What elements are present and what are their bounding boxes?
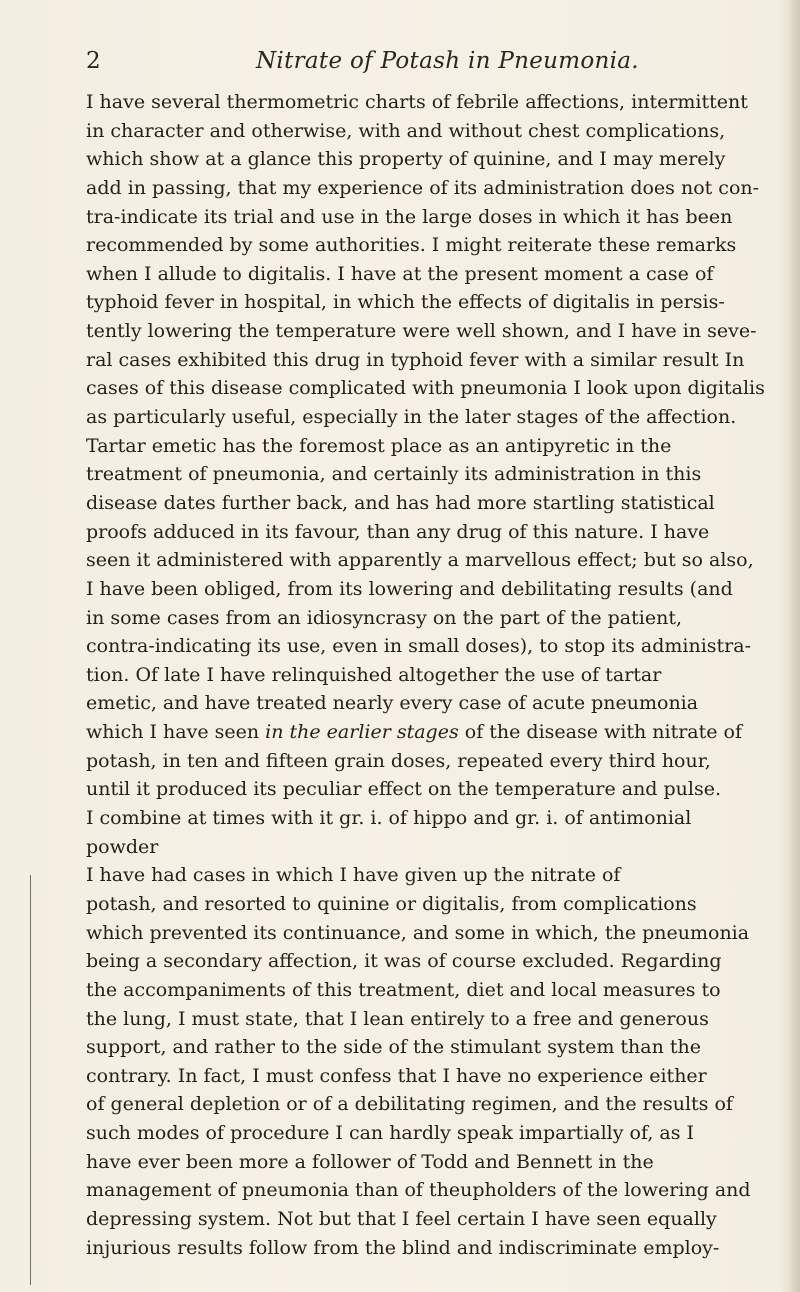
- text-line: seen it administered with apparently a marvellous effect; but so also,: [86, 549, 754, 572]
- text-line: which show at a glance this property of quinine, and I may merely: [86, 148, 726, 171]
- text-line: as particularly useful, especially in the later stages of the affection.: [86, 406, 737, 429]
- text-line: recommended by some authorities. I might reiterate these remarks: [86, 234, 737, 257]
- text-line: which prevented its continuance, and some in which, the pneumonia: [86, 921, 750, 944]
- text-line: in character and otherwise, with and without chest complications,: [86, 119, 726, 142]
- text-line: potash, and resorted to quinine or digitalis, from complications: [86, 892, 697, 915]
- text-line: tra-indicate its trial and use in the large doses in which it has been: [86, 205, 733, 228]
- text-line: depressing system. Not but that I feel certain I have seen equally: [86, 1207, 717, 1230]
- text-line: being a secondary affection, it was of course excluded. Regarding: [86, 950, 722, 973]
- body-text: [86, 88, 765, 1262]
- text-line: cases of this disease complicated with pneumonia I look upon digitalis: [86, 377, 765, 400]
- text-line: treatment of pneumonia, and certainly its administration in this: [86, 463, 702, 486]
- text-line: have ever been more a follower of Todd and Bennett in the: [86, 1150, 654, 1173]
- text-line: disease dates further back, and has had more startling statistical: [86, 491, 715, 514]
- text-line: powder: [86, 835, 159, 858]
- text-line: injurious results follow from the blind and indiscriminate employ-: [86, 1236, 720, 1259]
- text-line: contrary. In fact, I must confess that I have no experience either: [86, 1064, 707, 1087]
- text-line: proofs adduced in its favour, than any drug of this nature. I have: [86, 520, 710, 543]
- page-edge-shadow: [778, 0, 800, 1292]
- text-line: I have several thermometric charts of febrile affections, intermittent: [86, 91, 748, 113]
- italic-phrase: in the earlier stages: [265, 721, 459, 744]
- text-line: potash, in ten and fifteen grain doses, repeated every third hour,: [86, 749, 711, 772]
- text-line: management of pneumonia than of theupholders of the lowering and: [86, 1179, 751, 1202]
- text-line: contra-indicating its use, even in small doses), to stop its administra-: [86, 635, 751, 658]
- text-segment: which I have seen: [86, 721, 260, 744]
- text-line: support, and rather to the side of the stimulant system than the: [86, 1036, 701, 1059]
- text-line: in some cases from an idiosyncrasy on the part of the patient,: [86, 606, 683, 629]
- text-line: the accompaniments of this treatment, diet and local measures to: [86, 978, 721, 1001]
- text-line: emetic, and have treated nearly every case of acute pneumonia: [86, 692, 699, 715]
- text-segment: of the disease with nitrate of: [464, 721, 743, 744]
- text-line-with-italic: [86, 718, 743, 747]
- text-line: when I allude to digitalis. I have at the present moment a case of: [86, 262, 714, 285]
- text-line: Tartar emetic has the foremost place as an antipyretic in the: [86, 434, 672, 457]
- text-line: tion. Of late I have relinquished altogether the use of tartar: [86, 663, 662, 686]
- text-line: the lung, I must state, that I lean entirely to a free and generous: [86, 1007, 709, 1030]
- text-line: tently lowering the temperature were well shown, and I have in seve-: [86, 320, 757, 343]
- text-line: I have had cases in which I have given up the nitrate of: [86, 864, 621, 887]
- text-line: of general depletion or of a debilitating regimen, and the results of: [86, 1093, 733, 1116]
- text-line: such modes of procedure I can hardly speak impartially of, as I: [86, 1122, 695, 1145]
- page-number: 2: [86, 48, 101, 74]
- page-header: [86, 48, 726, 80]
- margin-pencil-line: [30, 875, 31, 1285]
- text-line: ral cases exhibited this drug in typhoid fever with a similar result In: [86, 348, 745, 371]
- text-line: I combine at times with it gr. i. of hippo and gr. i. of antimonial: [86, 807, 692, 830]
- text-line: typhoid fever in hospital, in which the effects of digitalis in persis-: [86, 291, 725, 314]
- text-line: add in passing, that my experience of its administration does not con-: [86, 176, 760, 199]
- text-line: I have been obliged, from its lowering and debilitating results (and: [86, 577, 733, 600]
- running-title: Nitrate of Potash in Pneumonia.: [256, 48, 639, 74]
- text-line: until it produced its peculiar effect on the temperature and pulse.: [86, 778, 722, 801]
